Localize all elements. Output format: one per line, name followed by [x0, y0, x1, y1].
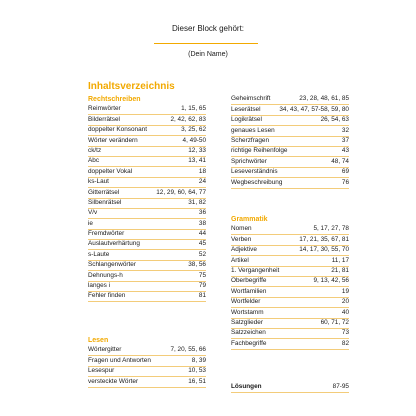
toc-pages: 12, 33	[188, 146, 206, 154]
toc-label: Wegbeschreibung	[231, 178, 283, 186]
toc-pages: 19	[341, 287, 349, 295]
toc-pages: 36	[198, 209, 206, 217]
toc-label: ck/tz	[88, 146, 102, 154]
toc-label: Leseverständnis	[231, 168, 278, 176]
toc-pages: 69	[341, 168, 349, 176]
toc-pages: 79	[198, 282, 206, 290]
toc-pages: 37	[341, 136, 349, 144]
toc-label: Auslautverhärtung	[88, 240, 140, 248]
toc-pages: 45	[198, 240, 206, 248]
toc-pages: 5, 17, 27, 78	[313, 225, 349, 233]
toc-pages: 34, 43, 47, 57-58, 59, 80	[279, 105, 349, 113]
toc-label: Geheimschrift	[231, 95, 271, 103]
toc-label: Wortstamm	[231, 308, 264, 316]
name-line	[154, 43, 258, 44]
toc-label: Wörtergitter	[88, 346, 122, 354]
toc-pages: 14, 17, 30, 55, 70	[299, 246, 349, 254]
toc-label: Scherzfragen	[231, 136, 270, 144]
toc-label: Leserätsel	[231, 105, 261, 113]
toc-pages: 44	[198, 230, 206, 238]
toc-label: ks-Laut	[88, 178, 109, 186]
toc-pages: 26, 54, 63	[320, 116, 349, 124]
toc-row	[88, 377, 206, 387]
toc-pages: 32	[341, 126, 349, 134]
toc-pages: 31, 82	[188, 198, 206, 206]
toc-label: Dehnungs-h	[88, 271, 123, 279]
toc-pages: 75	[198, 271, 206, 279]
toc-pages: 13, 41	[188, 157, 206, 165]
toc-pages: 10, 53	[188, 367, 206, 375]
toc-label: Silbenrätsel	[88, 198, 122, 206]
toc-pages: 20	[341, 298, 349, 306]
toc-label: Abc	[88, 157, 100, 165]
section-lesen	[88, 336, 206, 388]
toc-label: Sprichwörter	[231, 157, 267, 165]
rechtschreiben-list	[88, 105, 206, 302]
toc-label: Wörter verändern	[88, 136, 138, 144]
grammatik-list	[231, 225, 349, 350]
toc-pages: 81	[198, 292, 206, 300]
toc-label: Fehler finden	[88, 292, 126, 300]
toc-pages: 24	[198, 178, 206, 186]
toc-label: Artikel	[231, 256, 249, 264]
owner-prompt: Dieser Block gehört:	[171, 24, 245, 33]
toc-pages: 73	[341, 329, 349, 337]
toc-pages: 18	[198, 167, 206, 175]
toc-pages: 16, 51	[188, 377, 206, 385]
toc-title: Inhaltsverzeichnis	[88, 81, 175, 92]
toc-label: 1. Vergangenheit	[231, 266, 280, 274]
toc-row	[88, 199, 206, 209]
lesen-list	[88, 346, 206, 388]
toc-row-solutions	[231, 382, 349, 393]
toc-label: Reimwörter	[88, 105, 121, 113]
section-heading: Grammatik	[231, 216, 268, 223]
toc-label: richtige Reihenfolge	[231, 147, 288, 155]
toc-pages: 48, 74	[331, 157, 349, 165]
toc-pages: 82	[341, 339, 349, 347]
toc-pages: 43	[341, 147, 349, 155]
toc-pages: 23, 28, 48, 61, 85	[299, 95, 349, 103]
section-heading: Rechtschreiben	[88, 96, 141, 103]
toc-label: Fremdwörter	[88, 230, 125, 238]
toc-row	[231, 178, 349, 188]
toc-pages: 52	[198, 250, 206, 258]
toc-label: V/v	[88, 209, 98, 217]
toc-label: Schlangenwörter	[88, 261, 136, 269]
toc-pages: 3, 25, 62	[181, 126, 206, 134]
toc-row	[88, 209, 206, 219]
toc-label: s-Laute	[88, 250, 110, 258]
toc-label: Adjektive	[231, 246, 257, 254]
toc-label: Satzglieder	[231, 318, 263, 326]
toc-label: Fachbegriffe	[231, 339, 267, 347]
toc-label: Oberbegriffe	[231, 277, 267, 285]
toc-label: Satzzeichen	[231, 329, 266, 337]
toc-label: Verben	[231, 235, 252, 243]
toc-pages: 1, 15, 65	[181, 105, 206, 113]
toc-pages: 12, 29, 60, 64, 77	[156, 188, 206, 196]
toc-pages: 40	[341, 308, 349, 316]
toc-pages: 4, 49-50	[182, 136, 206, 144]
lesen-continued-list	[231, 95, 349, 189]
solutions-label: Lösungen	[231, 383, 262, 390]
toc-label: Logikrätsel	[231, 116, 262, 124]
toc-label: Lesespur	[88, 367, 115, 375]
toc-label: doppelter Vokal	[88, 167, 133, 175]
toc-pages: 17, 21, 35, 67, 81	[299, 235, 349, 243]
toc-label: Wortfamilien	[231, 287, 267, 295]
toc-label: Nomen	[231, 225, 252, 233]
toc-pages: 8, 39	[191, 356, 206, 364]
toc-pages: 38, 56	[188, 261, 206, 269]
toc-pages: 11, 17	[331, 256, 349, 264]
toc-label: versteckte Wörter	[88, 377, 139, 385]
toc-pages: 7, 20, 55, 66	[170, 346, 206, 354]
toc-pages: 2, 42, 62, 83	[170, 115, 206, 123]
toc-pages: 21, 81	[331, 266, 349, 274]
toc-pages: 76	[341, 178, 349, 186]
toc-pages: 9, 13, 42, 56	[313, 277, 349, 285]
toc-label: genaues Lesen	[231, 126, 275, 134]
owner-hint: (Dein Name)	[188, 51, 228, 58]
section-rechtschreiben	[88, 95, 206, 302]
section-lesen-continued	[231, 95, 349, 189]
toc-row	[88, 292, 206, 302]
toc-pages: 38	[198, 219, 206, 227]
section-heading: Lesen	[88, 337, 109, 344]
section-grammatik	[231, 215, 349, 350]
solutions-pages: 87-95	[332, 383, 349, 390]
toc-pages: 60, 71, 72	[320, 318, 349, 326]
toc-label: doppelter Konsonant	[88, 126, 147, 134]
toc-row	[231, 339, 349, 349]
toc-label: Gitterrätsel	[88, 188, 120, 196]
toc-label: langes i	[88, 282, 111, 290]
toc-label: ie	[88, 219, 93, 227]
toc-label: Fragen und Antworten	[88, 356, 151, 364]
toc-label: Bilderrätsel	[88, 115, 120, 123]
toc-label: Wortfelder	[231, 298, 261, 306]
